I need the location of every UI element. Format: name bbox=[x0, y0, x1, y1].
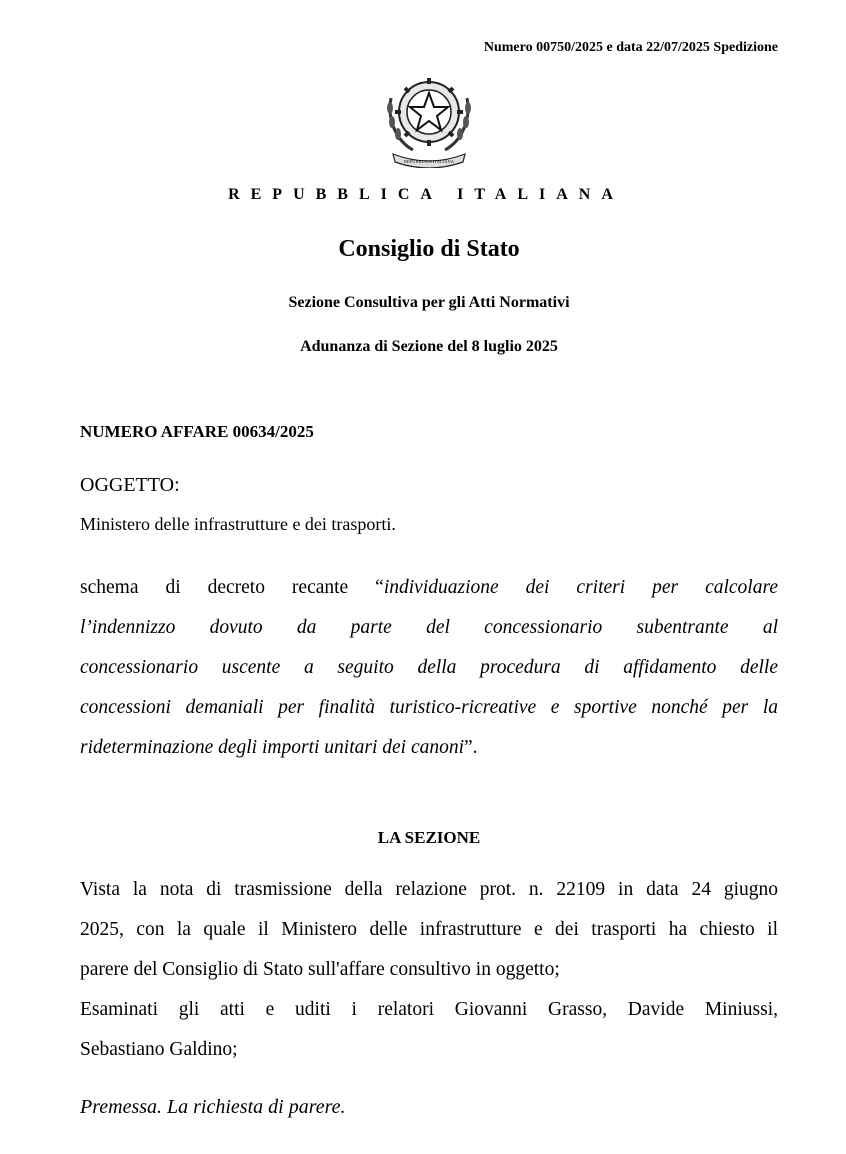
schema-suffix: ”. bbox=[464, 737, 478, 758]
schema-title-part-4: concessioni demaniali per finalità turistico-ricreative e sportive nonché per la bbox=[80, 697, 778, 718]
institution-title: Consiglio di Stato bbox=[338, 236, 520, 262]
schema-title-part-2: l’indennizzo dovuto da parte del concessionario subentrante al bbox=[80, 617, 778, 638]
subject-label: OGGETTO: bbox=[80, 474, 180, 496]
vista-line-2: 2025, con la quale il Ministero delle infrastrutture e dei trasporti ha chiesto il bbox=[80, 919, 778, 940]
esaminati-line-1: Esaminati gli atti e uditi i relatori Giovanni Grasso, Davide Miniussi, bbox=[80, 999, 778, 1020]
ministry-name: Ministero delle infrastrutture e dei trasporti. bbox=[80, 514, 396, 534]
vista-line-3: parere del Consiglio di Stato sull'affare consultivo in oggetto; bbox=[80, 959, 560, 980]
schema-line-5 bbox=[80, 728, 778, 768]
recitals-paragraph bbox=[80, 870, 778, 1070]
schema-prefix: schema di decreto recante “ bbox=[80, 577, 384, 598]
schema-title-part-3: concessionario uscente a seguito della procedura di affidamento delle bbox=[80, 657, 778, 678]
schema-paragraph bbox=[80, 568, 778, 768]
meeting-subtitle: Adunanza di Sezione del 8 luglio 2025 bbox=[300, 338, 558, 355]
schema-title-part-1: individuazione dei criteri per calcolare bbox=[383, 577, 778, 598]
republic-heading: REPUBBLICA ITALIANA bbox=[228, 186, 624, 203]
section-subtitle: Sezione Consultiva per gli Atti Normativi bbox=[288, 294, 570, 311]
vista-line-1: Vista la nota di trasmissione della relazione prot. n. 22109 in data 24 giugno bbox=[80, 879, 778, 900]
premessa-heading: Premessa. La richiesta di parere. bbox=[80, 1096, 346, 1118]
document-reference: Numero 00750/2025 e data 22/07/2025 Spedizione bbox=[483, 40, 778, 55]
affair-number: NUMERO AFFARE 00634/2025 bbox=[80, 422, 314, 441]
italian-republic-emblem-icon bbox=[383, 68, 475, 168]
schema-title-part-5: rideterminazione degli importi unitari dei canoni bbox=[80, 737, 465, 758]
schema-line-1 bbox=[80, 568, 778, 608]
esaminati-line-2: Sebastiano Galdino; bbox=[80, 1039, 238, 1060]
emblem-ribbon-text: REPUBBLICA ITALIANA bbox=[403, 159, 455, 164]
section-heading: LA SEZIONE bbox=[377, 828, 481, 847]
